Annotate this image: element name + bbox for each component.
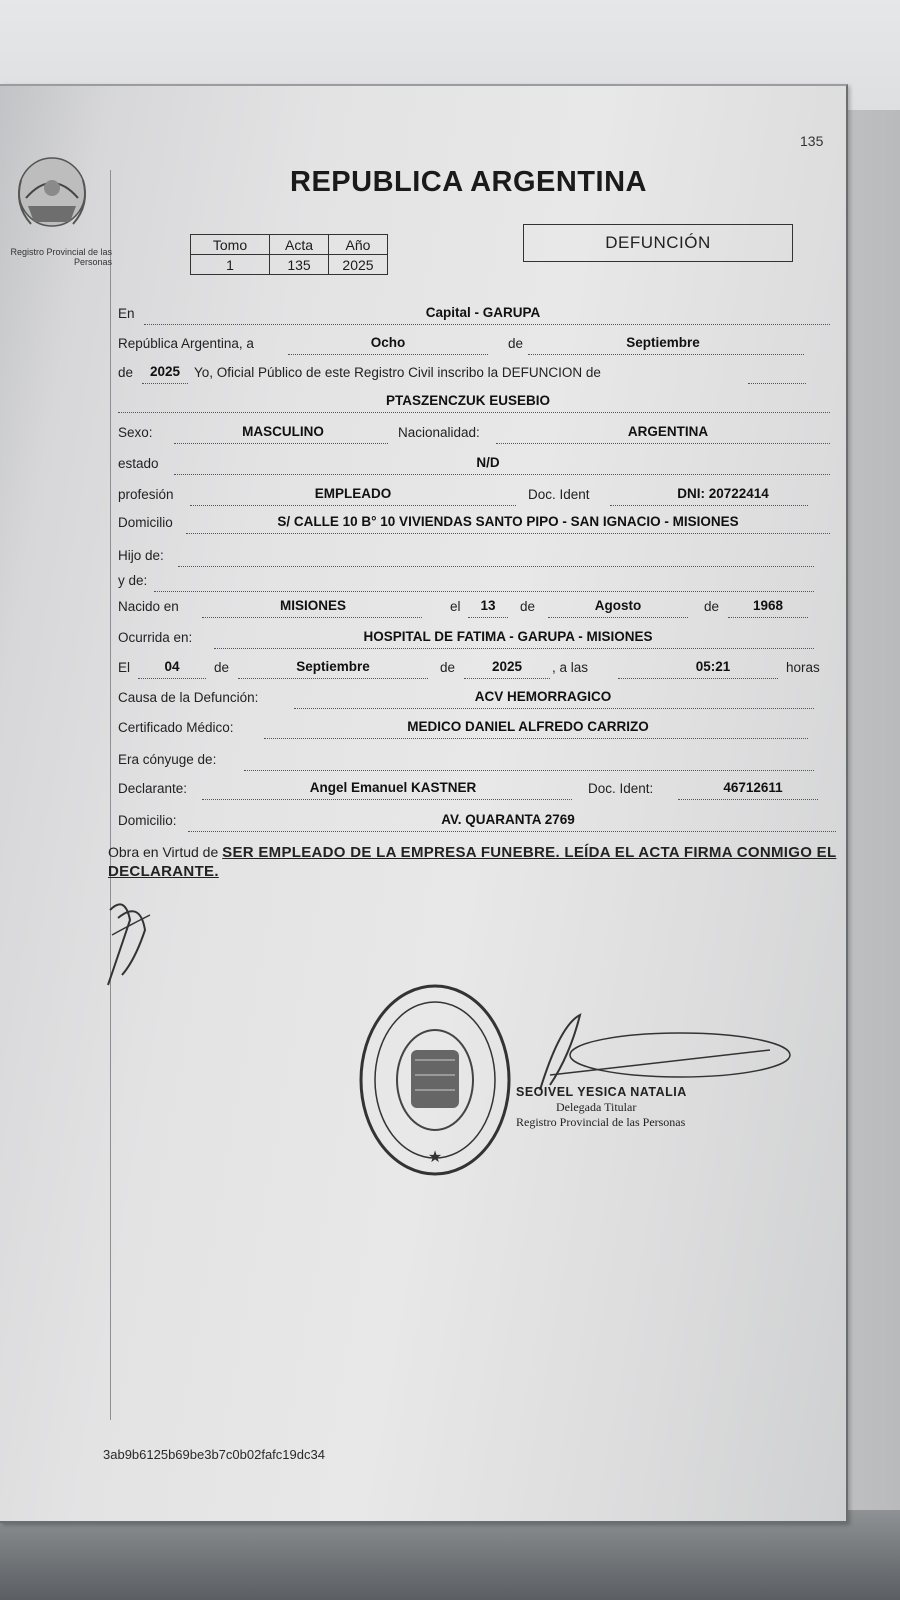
signer-name: SEOIVEL YESICA NATALIA (516, 1085, 687, 1099)
label-de: de (508, 336, 524, 351)
line-hijo-de (178, 548, 814, 567)
table-header-acta: Acta (270, 235, 329, 255)
value-ocurrida: HOSPITAL DE FATIMA - GARUPA - MISIONES (363, 629, 653, 644)
label-en: En (118, 306, 135, 321)
row-y-de (118, 573, 814, 595)
table-value-ano: 2025 (329, 255, 388, 275)
value-sexo: MASCULINO (242, 424, 324, 439)
value-domicilio: S/ CALLE 10 B° 10 VIVIENDAS SANTO PIPO - SAN IGNACIO - MISIONES (277, 514, 739, 529)
official-signature (520, 1015, 780, 1095)
label-domicilio: Domicilio (118, 515, 173, 530)
row-ocurrida (118, 630, 814, 652)
value-death-day: 04 (164, 659, 180, 674)
line-inscribe (748, 365, 806, 384)
label-profesion: profesión (118, 487, 174, 502)
document-hash: 3ab9b6125b69be3b7c0b02fafc19dc34 (103, 1447, 325, 1462)
value-birth-month: Agosto (594, 598, 642, 613)
row-profesion (118, 487, 808, 509)
value-death-time: 05:21 (695, 659, 731, 674)
value-causa: ACV HEMORRAGICO (474, 689, 612, 704)
label-el: el (450, 599, 461, 614)
value-death-month: Septiembre (296, 659, 370, 674)
death-certificate-sheet (0, 84, 848, 1523)
value-profesion: EMPLEADO (314, 486, 392, 501)
declarant-signature (100, 890, 160, 990)
value-place: Capital - GARUPA (425, 305, 541, 320)
row-conyuge (118, 752, 814, 774)
value-declarante-doc: 46712611 (723, 780, 783, 795)
register-table (190, 234, 388, 275)
label-de-birth-year: de (704, 599, 720, 614)
row-deceased (118, 394, 830, 416)
obra-text: SER EMPLEADO DE LA EMPRESA FUNEBRE. LEÍDA EL ACTA FIRMA CONMIGO EL DECLARANTE. (108, 844, 837, 880)
row-place (118, 306, 830, 328)
label-a-las: , a las (552, 660, 589, 675)
label-causa: Causa de la Defunción: (118, 690, 259, 705)
value-day: Ocho (370, 335, 406, 350)
svg-text:★: ★ (427, 1149, 443, 1166)
value-declarante: Angel Emanuel KASTNER (309, 780, 477, 795)
value-certificado: MEDICO DANIEL ALFREDO CARRIZO (407, 719, 649, 734)
label-doc-ident-declarante: Doc. Ident: (588, 781, 654, 796)
row-fecha-defuncion (118, 660, 822, 682)
label-hijo-de: Hijo de: (118, 548, 164, 563)
label-de-death-month: de (214, 660, 230, 675)
signer-title: Delegada Titular (556, 1100, 637, 1114)
row-estado (118, 456, 830, 478)
line-conyuge (244, 752, 814, 771)
table-header-ano: Año (329, 235, 388, 255)
label-El: El (118, 660, 131, 675)
label-domicilio-declarante: Domicilio: (118, 813, 177, 828)
document-type-box: DEFUNCIÓN (523, 224, 793, 262)
official-seal-icon (355, 980, 515, 1180)
row-certificado (118, 720, 808, 742)
value-nacionalidad: ARGENTINA (627, 424, 709, 439)
label-nacido-en: Nacido en (118, 599, 179, 614)
row-sex (118, 425, 830, 447)
margin-rule (110, 170, 111, 1420)
value-deceased-name: PTASZENCZUK EUSEBIO (385, 393, 550, 408)
label-sexo: Sexo: (118, 425, 153, 440)
value-birth-day: 13 (480, 598, 496, 613)
label-conyuge: Era cónyuge de: (118, 752, 217, 767)
value-death-year: 2025 (491, 659, 523, 674)
label-ocurrida: Ocurrida en: (118, 630, 193, 645)
table-value-tomo: 1 (191, 255, 270, 275)
label-y-de: y de: (118, 573, 148, 588)
background-bottom (0, 1510, 900, 1600)
registry-name: Registro Provincial de las Personas (10, 247, 112, 267)
value-domicilio-declarante: AV. QUARANTA 2769 (441, 812, 575, 827)
table-value-acta: 135 (270, 255, 329, 275)
value-year: 2025 (149, 364, 181, 379)
value-estado: N/D (476, 455, 500, 470)
label-declarante: Declarante: (118, 781, 188, 796)
row-hijo-de (118, 548, 814, 570)
row-declarante (118, 781, 818, 803)
row-domicilio (118, 515, 830, 537)
row-year (118, 365, 806, 387)
official-signer-block (516, 1085, 687, 1130)
label-horas: horas (786, 660, 820, 675)
row-causa (118, 690, 814, 712)
label-inscribe: Yo, Oficial Público de este Registro Civil inscribo la DEFUNCION de (194, 365, 601, 380)
row-date (118, 336, 804, 358)
label-de-birth-month: de (520, 599, 536, 614)
line-y-de (154, 573, 814, 592)
signer-office: Registro Provincial de las Personas (516, 1115, 686, 1129)
value-doc-ident: DNI: 20722414 (677, 486, 769, 501)
value-month: Septiembre (626, 335, 700, 350)
row-domicilio-declarante (118, 813, 836, 835)
row-nacimiento (118, 599, 808, 621)
document-title: REPUBLICA ARGENTINA (290, 166, 647, 198)
label-nacionalidad: Nacionalidad: (398, 425, 480, 440)
table-header-tomo: Tomo (191, 235, 270, 255)
obra-en-virtud (108, 843, 843, 881)
label-republica: República Argentina, a (118, 336, 254, 351)
label-certificado: Certificado Médico: (118, 720, 234, 735)
label-de-death-year: de (440, 660, 456, 675)
label-de-year: de (118, 365, 134, 380)
obra-prefix: Obra en Virtud de (108, 844, 219, 860)
page-number: 135 (800, 133, 824, 149)
registry-emblem-icon (6, 150, 92, 240)
value-birth-year: 1968 (752, 598, 784, 613)
label-estado: estado (118, 456, 159, 471)
label-doc-ident: Doc. Ident (528, 487, 590, 502)
value-nacido-en: MISIONES (279, 598, 346, 613)
